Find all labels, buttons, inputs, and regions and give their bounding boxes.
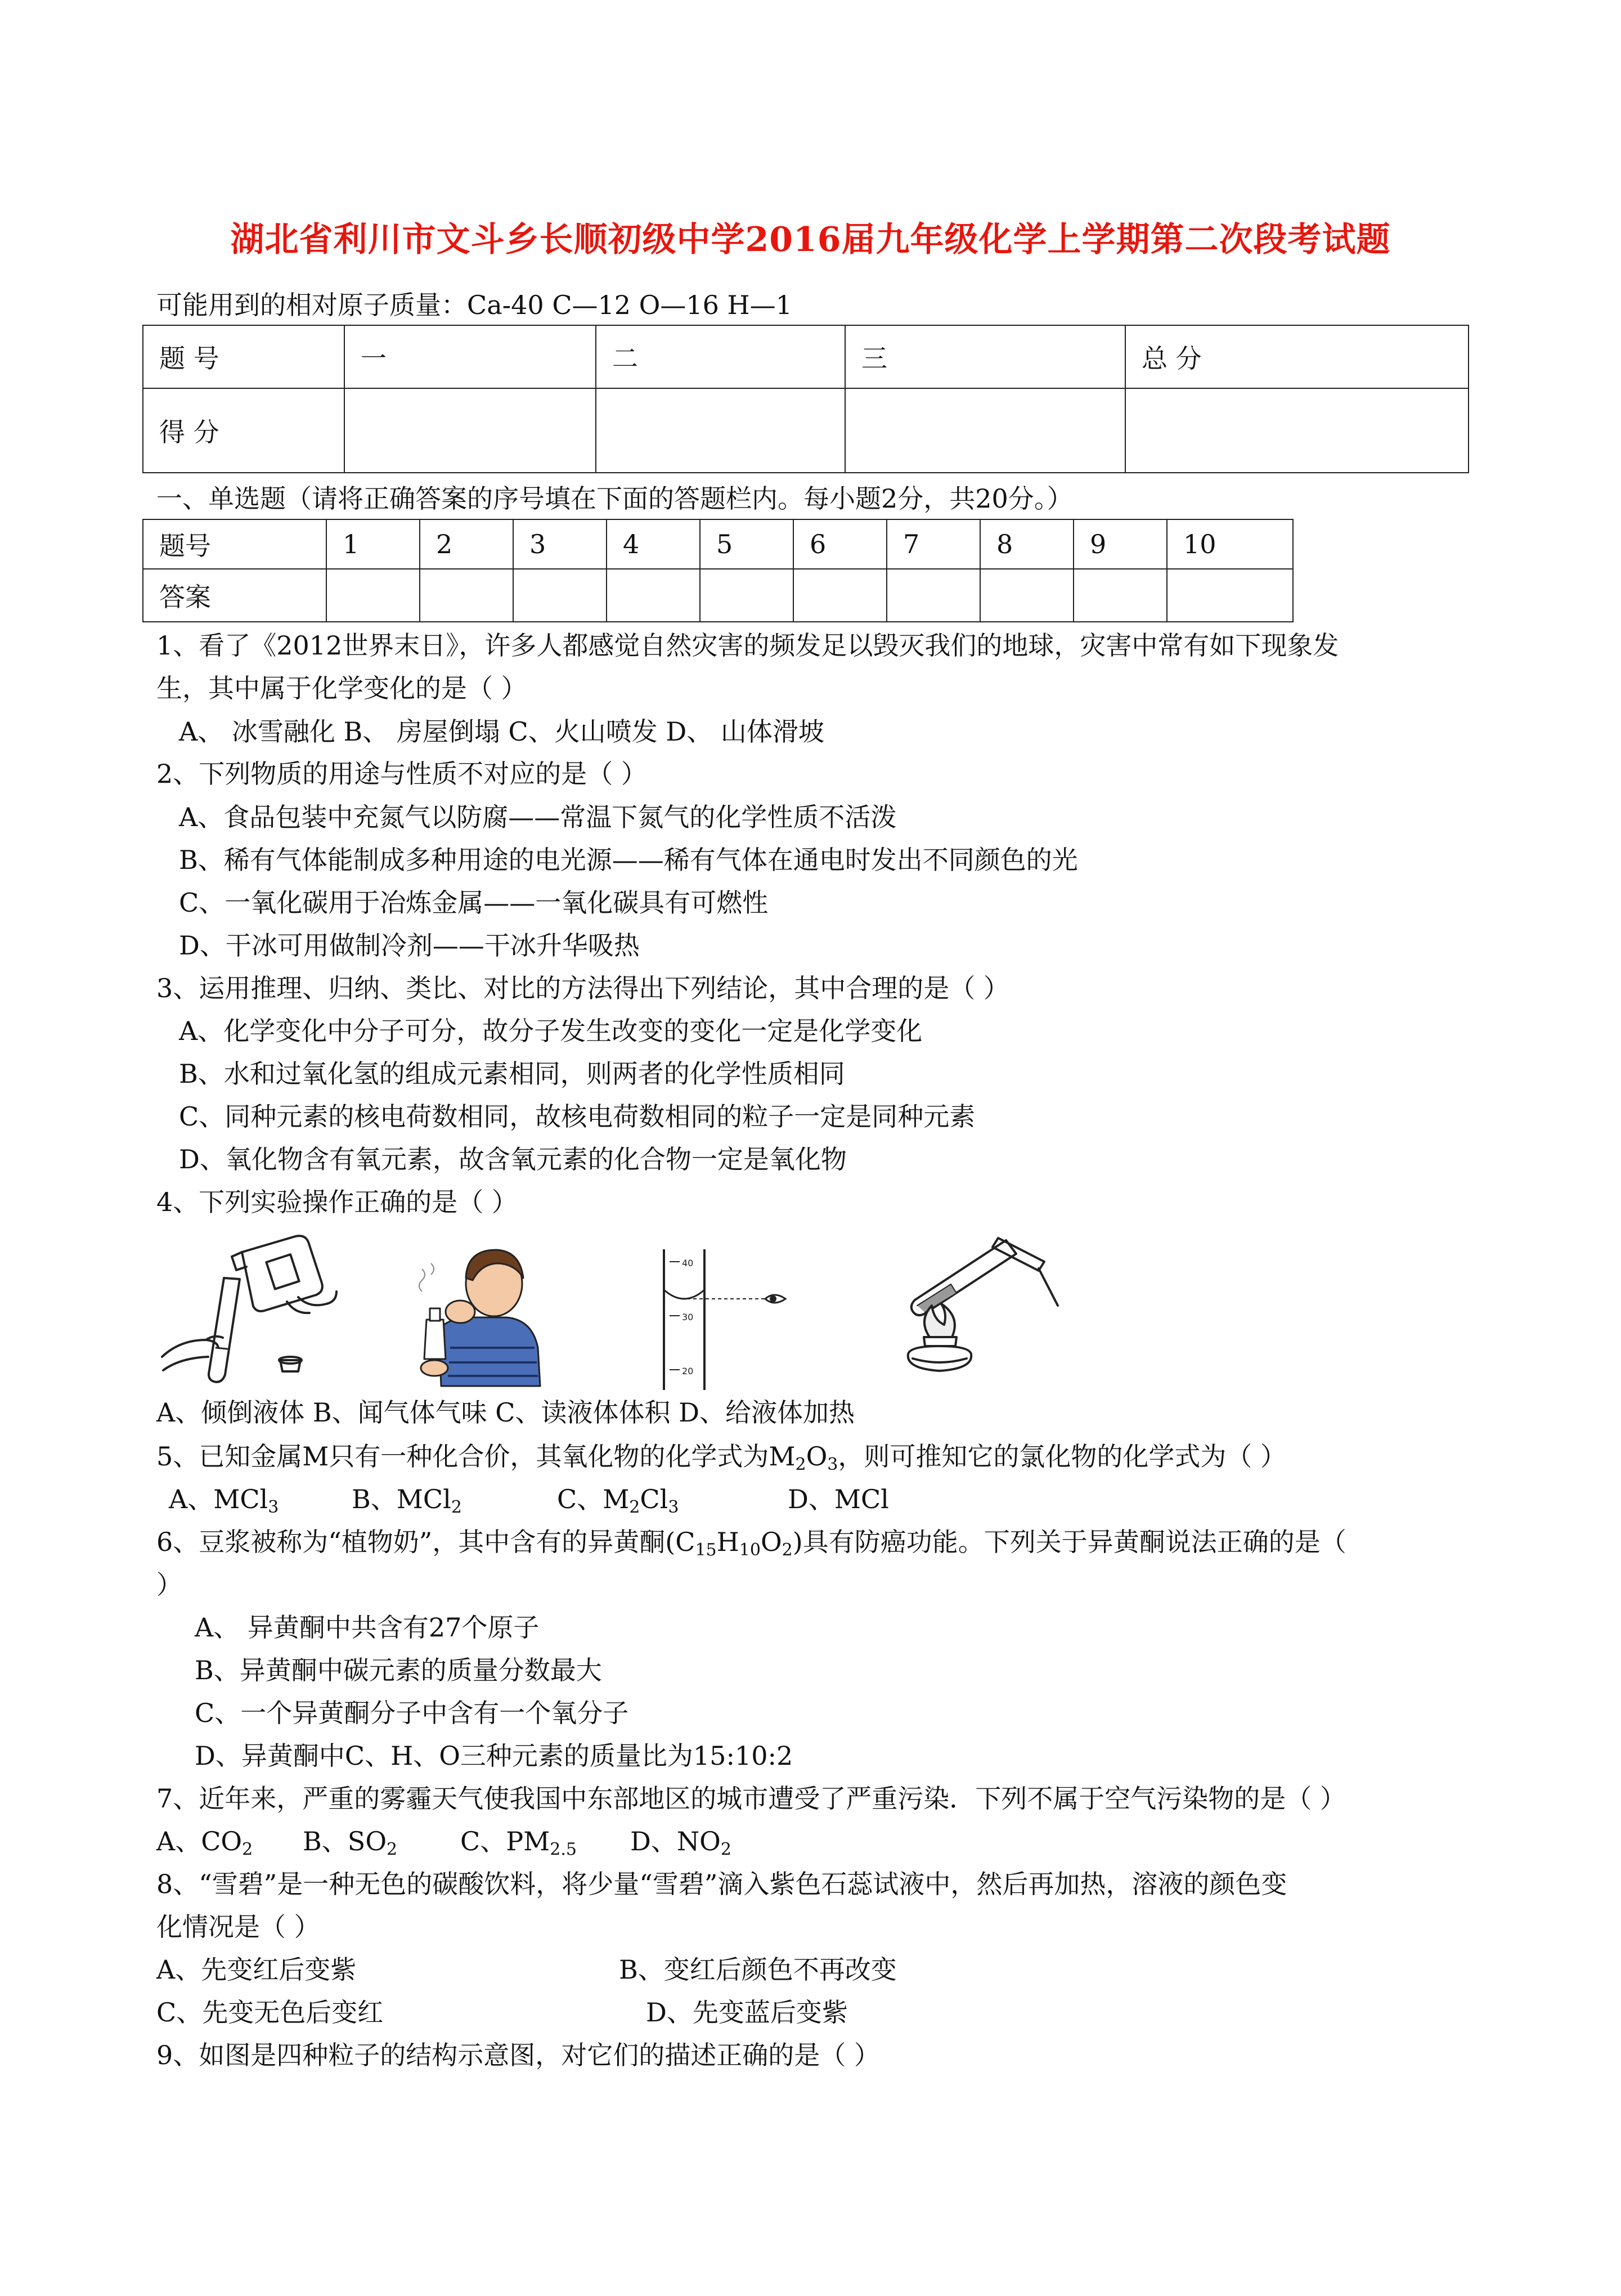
q6-option-a: A、 异黄酮中共含有27个原子 xyxy=(195,1612,540,1643)
score-header-cell: 一 xyxy=(344,325,596,388)
pupil-icon xyxy=(770,1295,776,1302)
q6-option-d: D、异黄酮中C、H、O三种元素的质量比为15:10:2 xyxy=(195,1741,793,1771)
smelling-gas-figure xyxy=(399,1235,546,1387)
exam-title: 湖北省利川市文斗乡长顺初级中学2016届九年级化学上学期第二次段考试题 xyxy=(230,220,1391,259)
answer-cell[interactable] xyxy=(793,569,887,622)
q3-option-a: A、化学变化中分子可分，故分子发生改变的变化一定是化学变化 xyxy=(179,1016,923,1046)
answer-cell[interactable] xyxy=(1167,569,1293,622)
answer-cell[interactable] xyxy=(700,569,793,622)
question-number-cell: 3 xyxy=(513,519,607,569)
question-number-cell: 7 xyxy=(887,519,980,569)
q5-option-c: C、$M_2Cl_3$ xyxy=(557,1484,679,1517)
score-header-cell: 总 分 xyxy=(1125,325,1469,388)
answer-cell[interactable] xyxy=(607,569,700,622)
q5-option-b: B、MCl$_2$ xyxy=(352,1484,462,1517)
score-header-cell: 题 号 xyxy=(143,325,344,388)
score-row-label: 得 分 xyxy=(143,388,344,473)
scale-label-30: 30 xyxy=(682,1312,694,1322)
score-cell[interactable] xyxy=(1125,388,1469,473)
q6-option-b: B、异黄酮中碳元素的质量分数最大 xyxy=(195,1655,602,1685)
q4-stem: 4、下列实验操作正确的是（ ） xyxy=(156,1187,518,1217)
q2-option-a: A、食品包装中充氮气以防腐——常温下氮气的化学性质不活泼 xyxy=(179,802,897,832)
score-cell[interactable] xyxy=(596,388,845,473)
question-number-cell: 4 xyxy=(607,519,700,569)
question-number-cell: 1 xyxy=(326,519,420,569)
answer-cell[interactable] xyxy=(326,569,420,622)
heating-liquid-figure xyxy=(878,1221,1063,1390)
answer-row-label: 答案 xyxy=(143,569,326,622)
answer-cell[interactable] xyxy=(980,569,1074,622)
q8-option-b: B、变红后颜色不再改变 xyxy=(619,1954,897,1985)
q7-option-a: A、$CO_2$ xyxy=(156,1826,253,1859)
q5-option-a: A、MCl$_3$ xyxy=(169,1484,279,1517)
question-number-cell: 6 xyxy=(793,519,887,569)
answer-cell[interactable] xyxy=(887,569,980,622)
q7-stem: 7、近年来，严重的雾霾天气使我国中东部地区的城市遭受了严重污染．下列不属于空气污染物的是（ ） xyxy=(156,1783,1346,1814)
q3-option-c: C、同种元素的核电荷数相同，故核电荷数相同的粒子一定是同种元素 xyxy=(179,1101,976,1132)
q6-option-c: C、一个异黄酮分子中含有一个氧分子 xyxy=(195,1698,629,1728)
q3-option-b: B、水和过氧化氢的组成元素相同，则两者的化学性质相同 xyxy=(179,1059,845,1089)
q3-stem: 3、运用推理、归纳、类比、对比的方法得出下列结论，其中合理的是（ ） xyxy=(156,973,1009,1003)
question-number-cell: 2 xyxy=(420,519,513,569)
q4-options: A、倾倒液体 B、闻气体气味 C、读液体体积 D、给液体加热 xyxy=(156,1397,855,1428)
q7-option-d: D、$NO_2$ xyxy=(630,1826,731,1859)
score-table xyxy=(142,325,1469,473)
q6-stem-line2: ） xyxy=(156,1569,182,1600)
answer-cell[interactable] xyxy=(420,569,513,622)
question-number-cell: 9 xyxy=(1074,519,1167,569)
q2-option-c: C、一氧化碳用于冶炼金属——一氧化碳具有可燃性 xyxy=(179,887,769,918)
score-cell[interactable] xyxy=(344,388,596,473)
q8-option-a: A、先变红后变紫 xyxy=(156,1954,357,1985)
q8-option-c: C、先变无色后变红 xyxy=(156,1997,384,2028)
q2-option-d: D、干冰可用做制冷剂——干冰升华吸热 xyxy=(179,930,640,961)
q9-stem: 9、如图是四种粒子的结构示意图，对它们的描述正确的是（ ） xyxy=(156,2040,880,2070)
section1-heading: 一、单选题（请将正确答案的序号填在下面的答题栏内。每小题2分，共20分。） xyxy=(156,483,1073,514)
score-header-cell: 三 xyxy=(845,325,1125,388)
scale-label-40: 40 xyxy=(682,1258,694,1268)
q1-stem-line1: 1、看了《2012世界末日》，许多人都感觉自然灾害的频发足以毁灭我们的地球，灾害中常有如下现象发 xyxy=(156,630,1339,661)
scale-label-20: 20 xyxy=(682,1366,694,1376)
q7-option-c: C、$PM_{2.5}$ xyxy=(460,1826,577,1859)
q2-option-b: B、稀有气体能制成多种用途的电光源——稀有气体在通电时发出不同颜色的光 xyxy=(179,845,1078,875)
atomic-masses-line: 可能用到的相对原子质量：Ca-40 C—12 O—16 H—1 xyxy=(156,290,792,320)
answer-cell[interactable] xyxy=(1074,569,1167,622)
score-cell[interactable] xyxy=(845,388,1125,473)
q5-stem: 5、已知金属M只有一种化合价，其氧化物的化学式为$M_2O_3$，则可推知它的氯化物的化学式为（ ） xyxy=(156,1441,1286,1474)
q2-stem: 2、下列物质的用途与性质不对应的是（ ） xyxy=(156,759,647,789)
question-number-cell: 5 xyxy=(700,519,793,569)
q7-option-b: B、$SO_2$ xyxy=(303,1826,398,1859)
q8-stem-line1: 8、“雪碧”是一种无色的碳酸饮料，将少量“雪碧”滴入紫色石蕊试液中，然后再加热，溶液的颜色变 xyxy=(156,1869,1287,1899)
q5-option-d: D、MCl xyxy=(788,1484,889,1514)
pouring-liquid-figure xyxy=(158,1230,338,1387)
question-number-cell: 8 xyxy=(980,519,1074,569)
question-number-cell: 10 xyxy=(1167,519,1293,569)
answer-table xyxy=(142,519,1294,622)
q1-stem-line2: 生，其中属于化学变化的是（ ） xyxy=(156,673,527,703)
answer-cell[interactable] xyxy=(513,569,607,622)
score-header-cell: 二 xyxy=(596,325,845,388)
q3-option-d: D、氧化物含有氧元素，故含氧元素的化合物一定是氧化物 xyxy=(179,1144,847,1174)
q8-option-d: D、先变蓝后变紫 xyxy=(646,1997,848,2028)
reading-volume-figure xyxy=(653,1249,788,1390)
answer-header-label: 题号 xyxy=(143,519,326,569)
q6-stem: 6、豆浆被称为“植物奶”，其中含有的异黄酮$(C_{15}H_{10}O_2)$具有防癌功能。下列关于异黄酮说法正确的是（ xyxy=(156,1527,1346,1560)
q1-options: A、 冰雪融化 B、 房屋倒塌 C、火山喷发 D、 山体滑坡 xyxy=(179,716,824,747)
q8-stem-line2: 化情况是（ ） xyxy=(156,1912,320,1942)
